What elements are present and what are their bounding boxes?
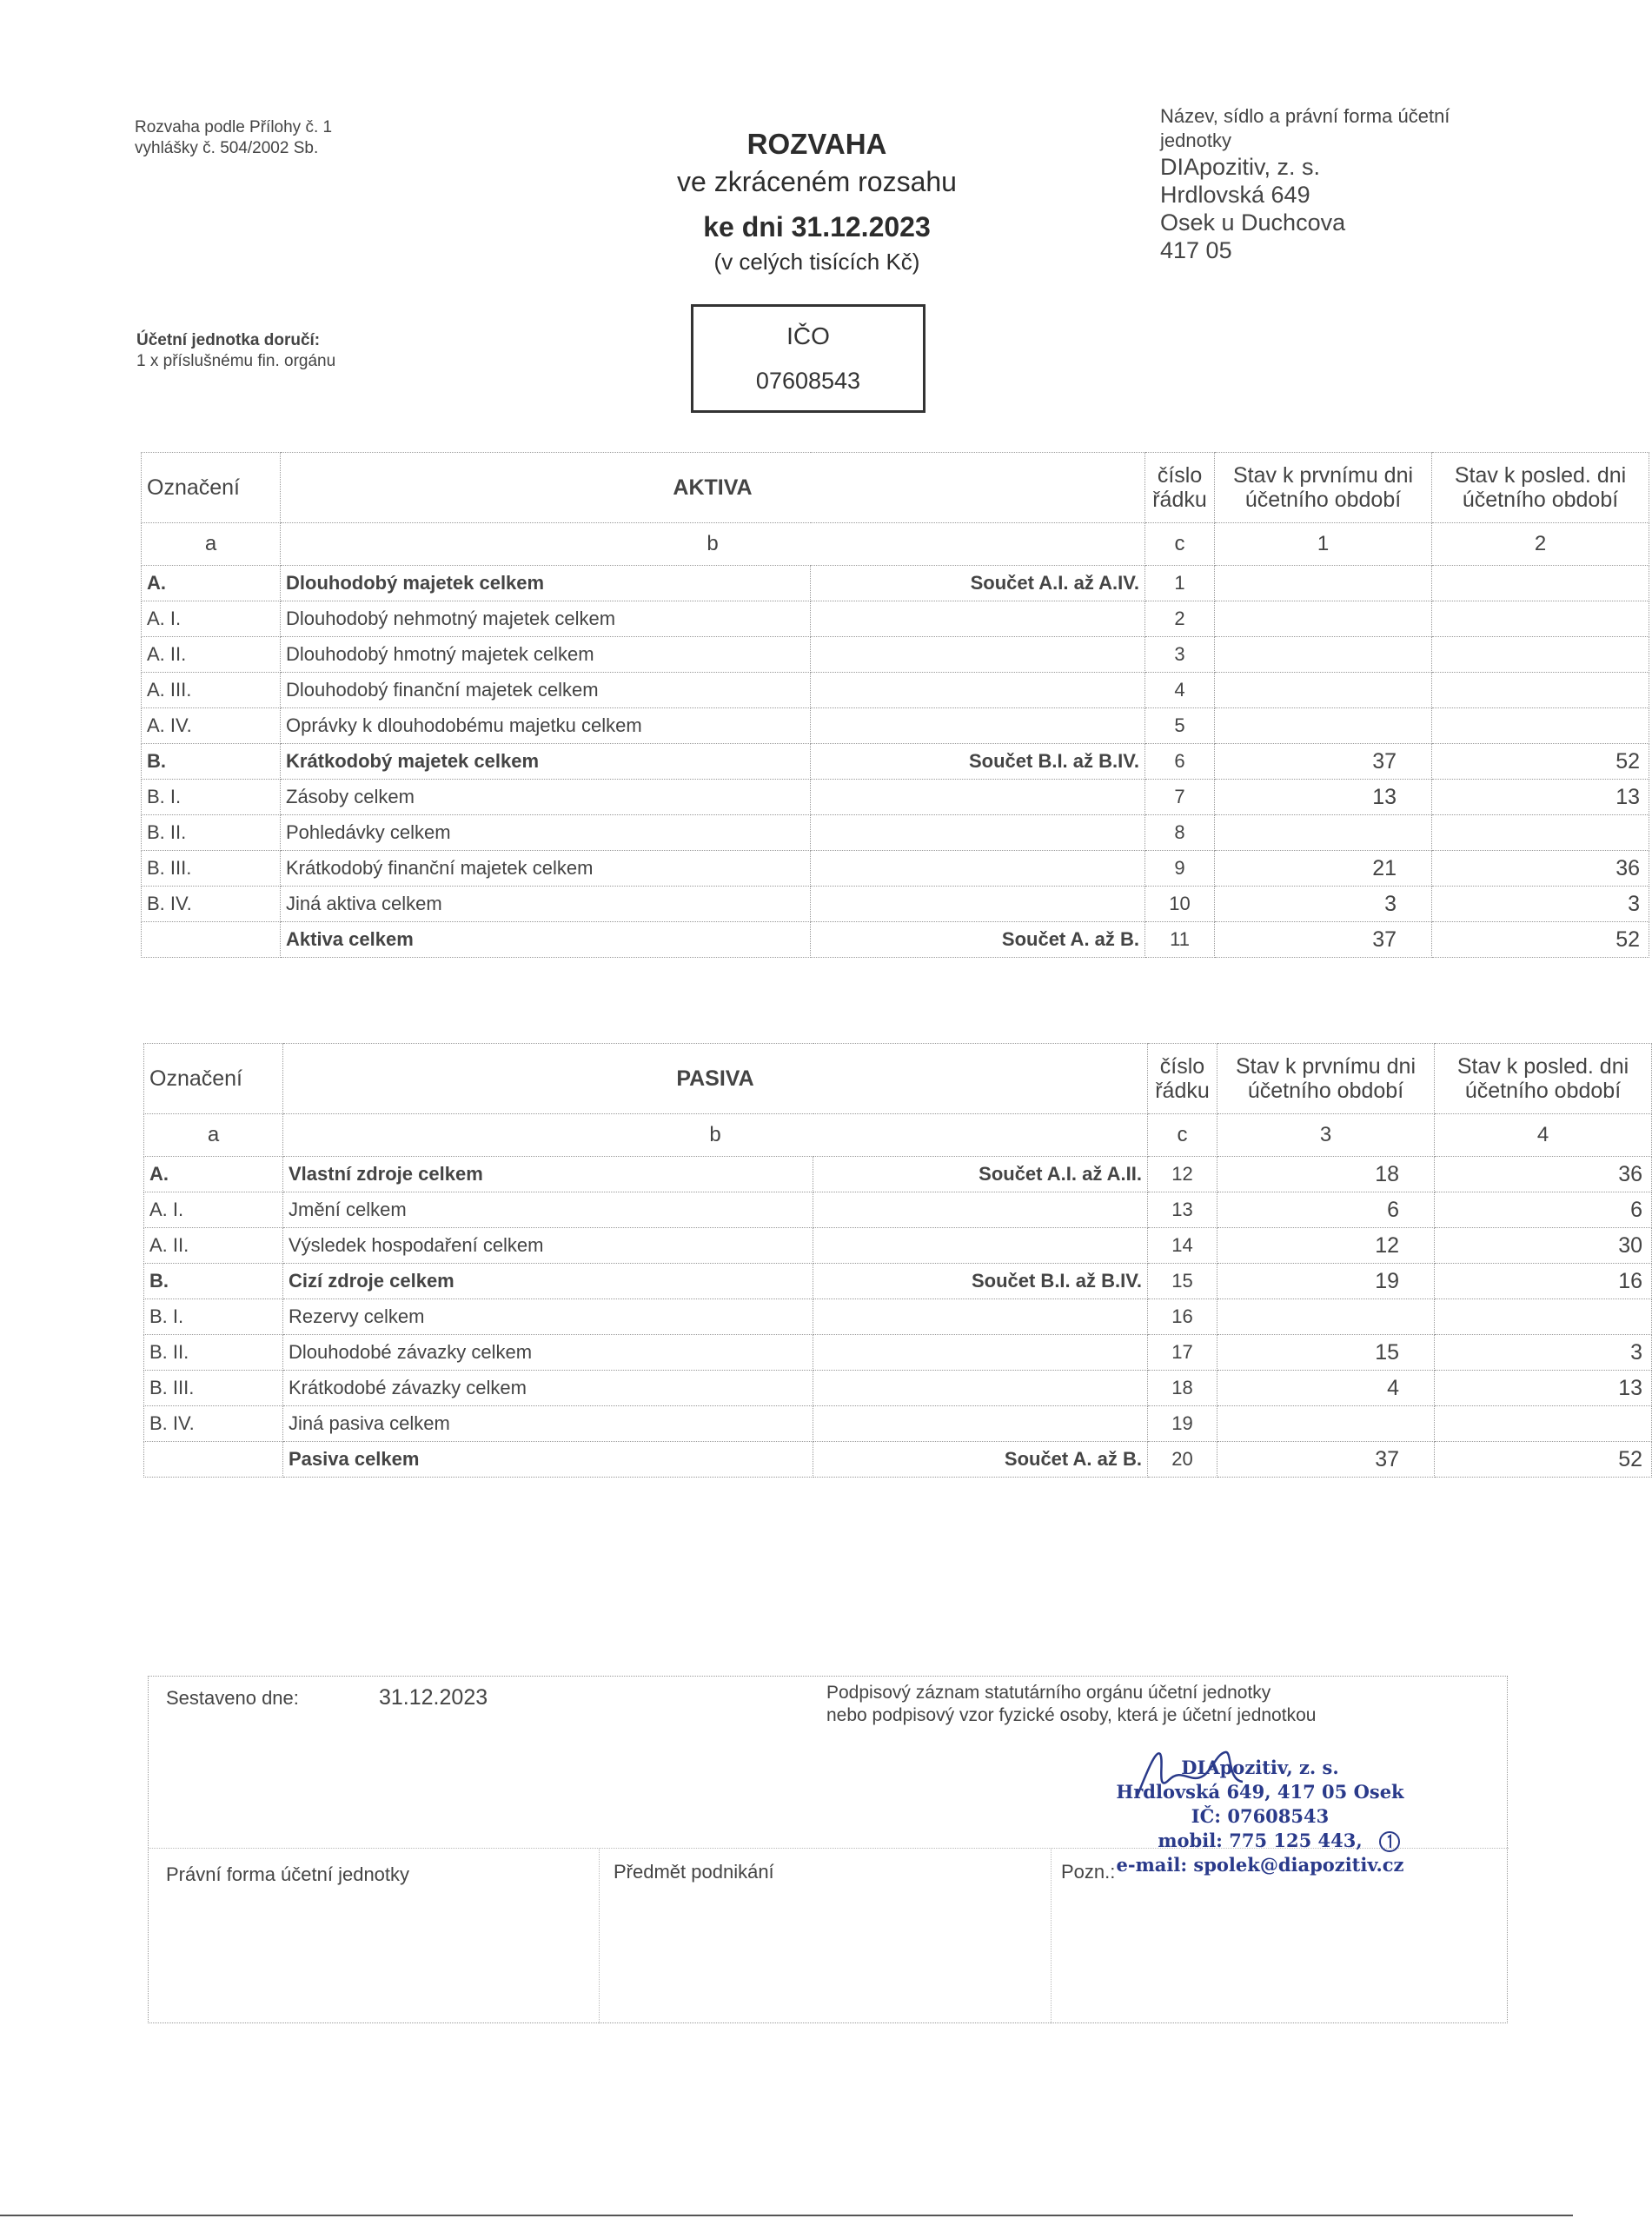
pasiva-row xyxy=(144,1406,1652,1442)
aktiva-row xyxy=(142,673,1649,708)
row-code: B. IV. xyxy=(144,1406,283,1442)
row-number: 12 xyxy=(1148,1157,1217,1192)
entity-street: Hrdlovská 649 xyxy=(1160,182,1310,208)
row-number: 16 xyxy=(1148,1299,1217,1335)
row-value-last xyxy=(1432,566,1649,601)
row-sum xyxy=(811,780,1145,815)
row-code: B. I. xyxy=(144,1299,283,1335)
form-note-line-1: Rozvaha podle Přílohy č. 1 xyxy=(135,118,333,136)
aktiva-row xyxy=(142,637,1649,673)
pasiva-header-last-1: Stav k posled. dni xyxy=(1456,1054,1629,1079)
signature-label-2: nebo podpisový vzor fyzické osoby, která je účetní jednotkou xyxy=(826,1705,1317,1725)
row-value-last: 52 xyxy=(1432,744,1649,780)
ico-box xyxy=(691,304,926,413)
signature-label-1: Podpisový záznam statutárního orgánu účetní jednotky xyxy=(826,1683,1271,1703)
row-code: B. IV. xyxy=(142,887,281,922)
note-label: Pozn.: xyxy=(1061,1861,1116,1883)
row-code: A. xyxy=(142,566,281,601)
row-code: B. II. xyxy=(144,1335,283,1371)
row-number: 6 xyxy=(1145,744,1215,780)
row-label: Dlouhodobé závazky celkem xyxy=(283,1335,813,1371)
stamp-line-4: mobil: 775 125 443, xyxy=(1158,1830,1363,1851)
stamp-line-5: e-mail: spolek@diapozitiv.cz xyxy=(1116,1854,1404,1876)
row-label: Oprávky k dlouhodobému majetku celkem xyxy=(281,708,811,744)
aktiva-header-title: AKTIVA xyxy=(281,453,1145,523)
row-value-last xyxy=(1435,1299,1652,1335)
aktiva-col-a: a xyxy=(142,523,281,566)
row-value-first: 18 xyxy=(1217,1157,1435,1192)
pasiva-header-cislo xyxy=(1148,1044,1217,1114)
footer-vdivider-1 xyxy=(599,1848,600,2023)
row-code: B. III. xyxy=(142,851,281,887)
row-label: Cizí zdroje celkem xyxy=(283,1264,813,1299)
row-value-last: 52 xyxy=(1435,1442,1652,1478)
row-value-first: 6 xyxy=(1217,1192,1435,1228)
form-note-line-2: vyhlášky č. 504/2002 Sb. xyxy=(135,139,319,157)
row-value-last xyxy=(1432,673,1649,708)
row-code: B. II. xyxy=(142,815,281,851)
aktiva-row xyxy=(142,708,1649,744)
row-label: Dlouhodobý nehmotný majetek celkem xyxy=(281,601,811,637)
pasiva-header-cislo-2: řádku xyxy=(1155,1079,1210,1103)
aktiva-header-row xyxy=(142,453,1649,523)
row-label: Dlouhodobý finanční majetek celkem xyxy=(281,673,811,708)
row-label: Dlouhodobý majetek celkem xyxy=(281,566,811,601)
row-value-last: 3 xyxy=(1435,1335,1652,1371)
row-code: A. I. xyxy=(142,601,281,637)
row-sum xyxy=(813,1335,1148,1371)
row-value-last: 16 xyxy=(1435,1264,1652,1299)
pasiva-header-row xyxy=(144,1044,1652,1114)
row-number: 10 xyxy=(1145,887,1215,922)
aktiva-row xyxy=(142,780,1649,815)
row-value-last: 30 xyxy=(1435,1228,1652,1264)
row-number: 13 xyxy=(1148,1192,1217,1228)
row-value-first: 13 xyxy=(1215,780,1432,815)
row-sum xyxy=(811,708,1145,744)
pasiva-row xyxy=(144,1157,1652,1192)
pasiva-row xyxy=(144,1228,1652,1264)
row-label: Pohledávky celkem xyxy=(281,815,811,851)
row-number: 11 xyxy=(1145,922,1215,958)
row-sum xyxy=(813,1192,1148,1228)
business-label: Předmět podnikání xyxy=(614,1861,774,1883)
pasiva-header-title: PASIVA xyxy=(283,1044,1148,1114)
row-sum: Součet A.I. až A.IV. xyxy=(811,566,1145,601)
row-value-last xyxy=(1435,1406,1652,1442)
pasiva-header-first xyxy=(1217,1044,1435,1114)
row-code: A. I. xyxy=(144,1192,283,1228)
row-value-last: 6 xyxy=(1435,1192,1652,1228)
pasiva-col-3: 3 xyxy=(1217,1114,1435,1157)
aktiva-body xyxy=(142,566,1649,958)
row-code: B. xyxy=(142,744,281,780)
aktiva-letters-row xyxy=(142,523,1649,566)
pasiva-row xyxy=(144,1192,1652,1228)
row-label: Krátkodobé závazky celkem xyxy=(283,1371,813,1406)
row-code: B. III. xyxy=(144,1371,283,1406)
entity-name: DIApozitiv, z. s. xyxy=(1160,154,1321,180)
row-number: 17 xyxy=(1148,1335,1217,1371)
row-value-last: 13 xyxy=(1435,1371,1652,1406)
row-value-first: 19 xyxy=(1217,1264,1435,1299)
aktiva-row xyxy=(142,922,1649,958)
row-number: 2 xyxy=(1145,601,1215,637)
row-code: B. I. xyxy=(142,780,281,815)
row-label: Zásoby celkem xyxy=(281,780,811,815)
row-value-last: 3 xyxy=(1432,887,1649,922)
title-main: ROZVAHA xyxy=(746,128,887,160)
row-value-first xyxy=(1215,601,1432,637)
row-value-first xyxy=(1215,815,1432,851)
deliver-label: Účetní jednotka doručí: xyxy=(136,331,321,349)
aktiva-col-2: 2 xyxy=(1432,523,1649,566)
row-value-first: 4 xyxy=(1217,1371,1435,1406)
aktiva-row xyxy=(142,744,1649,780)
aktiva-col-b: b xyxy=(281,523,1145,566)
row-number: 9 xyxy=(1145,851,1215,887)
entity-zip: 417 05 xyxy=(1160,237,1232,263)
row-value-first: 37 xyxy=(1217,1442,1435,1478)
row-sum xyxy=(813,1371,1148,1406)
row-sum xyxy=(811,887,1145,922)
aktiva-header-first-2: účetního období xyxy=(1244,488,1402,512)
row-number: 14 xyxy=(1148,1228,1217,1264)
pasiva-row xyxy=(144,1299,1652,1335)
row-value-last: 36 xyxy=(1432,851,1649,887)
row-value-first xyxy=(1217,1299,1435,1335)
row-sum: Součet A.I. až A.II. xyxy=(813,1157,1148,1192)
stamp-line-1: DIApozitiv, z. s. xyxy=(1181,1757,1339,1778)
row-value-last: 13 xyxy=(1432,780,1649,815)
row-sum xyxy=(811,637,1145,673)
aktiva-header-last-2: účetního období xyxy=(1462,488,1619,512)
aktiva-row xyxy=(142,851,1649,887)
footer-vdivider-2 xyxy=(1051,1848,1052,2023)
row-value-first: 37 xyxy=(1215,922,1432,958)
entity-stamp xyxy=(1104,1756,1416,1877)
pasiva-row xyxy=(144,1264,1652,1299)
signature-label xyxy=(826,1682,1316,1727)
ico-value: 07608543 xyxy=(755,368,861,394)
pasiva-body xyxy=(144,1157,1652,1478)
page-bottom-line xyxy=(0,2215,1573,2216)
row-value-last xyxy=(1432,815,1649,851)
row-label: Jmění celkem xyxy=(283,1192,813,1228)
pasiva-header-last-2: účetního období xyxy=(1464,1079,1622,1103)
aktiva-row xyxy=(142,815,1649,851)
row-value-last xyxy=(1432,708,1649,744)
pasiva-col-4: 4 xyxy=(1435,1114,1652,1157)
row-value-first xyxy=(1215,673,1432,708)
row-value-last: 36 xyxy=(1435,1157,1652,1192)
row-number: 4 xyxy=(1145,673,1215,708)
row-sum xyxy=(811,851,1145,887)
entity-label-2: jednotky xyxy=(1160,130,1231,151)
form-note xyxy=(135,117,332,159)
pasiva-table xyxy=(143,1043,1652,1478)
aktiva-header-last-1: Stav k posled. dni xyxy=(1454,463,1627,488)
row-label: Pasiva celkem xyxy=(283,1442,813,1478)
row-value-last: 52 xyxy=(1432,922,1649,958)
legal-form-label: Právní forma účetní jednotky xyxy=(166,1863,410,1885)
row-code xyxy=(142,922,281,958)
row-number: 7 xyxy=(1145,780,1215,815)
pasiva-col-c: c xyxy=(1148,1114,1217,1157)
aktiva-row xyxy=(142,566,1649,601)
aktiva-header-first xyxy=(1215,453,1432,523)
row-sum: Součet B.I. až B.IV. xyxy=(811,744,1145,780)
row-label: Aktiva celkem xyxy=(281,922,811,958)
aktiva-header-last xyxy=(1432,453,1649,523)
row-number: 15 xyxy=(1148,1264,1217,1299)
aktiva-header-oznaceni: Označení xyxy=(142,453,281,523)
pasiva-row xyxy=(144,1335,1652,1371)
row-label: Krátkodobý majetek celkem xyxy=(281,744,811,780)
entity-label-1: Název, sídlo a právní forma účetní xyxy=(1160,105,1450,127)
pasiva-header-first-2: účetního období xyxy=(1247,1079,1404,1103)
row-code: B. xyxy=(144,1264,283,1299)
row-value-first: 15 xyxy=(1217,1335,1435,1371)
row-value-first xyxy=(1215,637,1432,673)
aktiva-table xyxy=(141,452,1649,958)
pasiva-letters-row xyxy=(144,1114,1652,1157)
pasiva-row xyxy=(144,1442,1652,1478)
row-sum: Součet A. až B. xyxy=(811,922,1145,958)
row-number: 8 xyxy=(1145,815,1215,851)
aktiva-row xyxy=(142,887,1649,922)
aktiva-row xyxy=(142,601,1649,637)
row-label: Výsledek hospodaření celkem xyxy=(283,1228,813,1264)
row-value-first xyxy=(1217,1406,1435,1442)
aktiva-col-1: 1 xyxy=(1215,523,1432,566)
row-sum xyxy=(813,1299,1148,1335)
row-code: A. xyxy=(144,1157,283,1192)
row-label: Rezervy celkem xyxy=(283,1299,813,1335)
pasiva-header-oznaceni: Označení xyxy=(144,1044,283,1114)
stamp-line-3: IČ: 07608543 xyxy=(1191,1805,1330,1827)
stamp-line-2: Hrdlovská 649, 417 05 Osek xyxy=(1116,1781,1404,1803)
title-date: ke dni 31.12.2023 xyxy=(703,211,931,242)
row-code: A. IV. xyxy=(142,708,281,744)
row-value-first: 21 xyxy=(1215,851,1432,887)
ico-label: IČO xyxy=(786,322,830,349)
row-value-first xyxy=(1215,708,1432,744)
row-label: Krátkodobý finanční majetek celkem xyxy=(281,851,811,887)
pasiva-header-last xyxy=(1435,1044,1652,1114)
row-label: Dlouhodobý hmotný majetek celkem xyxy=(281,637,811,673)
entity-city: Osek u Duchcova xyxy=(1160,209,1346,236)
row-number: 20 xyxy=(1148,1442,1217,1478)
row-sum: Součet B.I. až B.IV. xyxy=(813,1264,1148,1299)
row-value-first xyxy=(1215,566,1432,601)
row-number: 3 xyxy=(1145,637,1215,673)
aktiva-header-cislo xyxy=(1145,453,1215,523)
row-code xyxy=(144,1442,283,1478)
row-sum xyxy=(811,673,1145,708)
row-code: A. III. xyxy=(142,673,281,708)
row-sum xyxy=(813,1406,1148,1442)
row-code: A. II. xyxy=(144,1228,283,1264)
deliver-value: 1 x příslušnému fin. orgánu xyxy=(136,352,336,370)
row-label: Jiná pasiva celkem xyxy=(283,1406,813,1442)
row-value-first: 12 xyxy=(1217,1228,1435,1264)
row-number: 1 xyxy=(1145,566,1215,601)
row-number: 5 xyxy=(1145,708,1215,744)
row-label: Jiná aktiva celkem xyxy=(281,887,811,922)
row-sum xyxy=(813,1228,1148,1264)
aktiva-header-cislo-1: číslo xyxy=(1157,463,1203,488)
row-value-first: 37 xyxy=(1215,744,1432,780)
row-code: A. II. xyxy=(142,637,281,673)
row-value-last xyxy=(1432,637,1649,673)
pasiva-col-a: a xyxy=(144,1114,283,1157)
row-sum: Součet A. až B. xyxy=(813,1442,1148,1478)
circled-one-icon xyxy=(1377,1830,1402,1854)
title-subtitle: ve zkráceném rozsahu xyxy=(677,166,957,197)
deliver-info xyxy=(136,330,335,372)
pasiva-col-b: b xyxy=(283,1114,1148,1157)
document-title xyxy=(608,126,1025,276)
pasiva-row xyxy=(144,1371,1652,1406)
row-value-last xyxy=(1432,601,1649,637)
aktiva-header-cislo-2: řádku xyxy=(1152,488,1207,512)
pasiva-header-cislo-1: číslo xyxy=(1159,1054,1205,1079)
title-units: (v celých tisících Kč) xyxy=(713,249,920,275)
compiled-value: 31.12.2023 xyxy=(379,1685,488,1710)
compiled-label: Sestaveno dne: xyxy=(166,1687,299,1709)
aktiva-col-c: c xyxy=(1145,523,1215,566)
row-sum xyxy=(811,601,1145,637)
aktiva-header-first-1: Stav k prvnímu dni xyxy=(1233,463,1414,488)
row-sum xyxy=(811,815,1145,851)
row-number: 19 xyxy=(1148,1406,1217,1442)
row-label: Vlastní zdroje celkem xyxy=(283,1157,813,1192)
pasiva-header-first-1: Stav k prvnímu dni xyxy=(1235,1054,1416,1079)
entity-info xyxy=(1160,104,1543,264)
row-number: 18 xyxy=(1148,1371,1217,1406)
row-value-first: 3 xyxy=(1215,887,1432,922)
